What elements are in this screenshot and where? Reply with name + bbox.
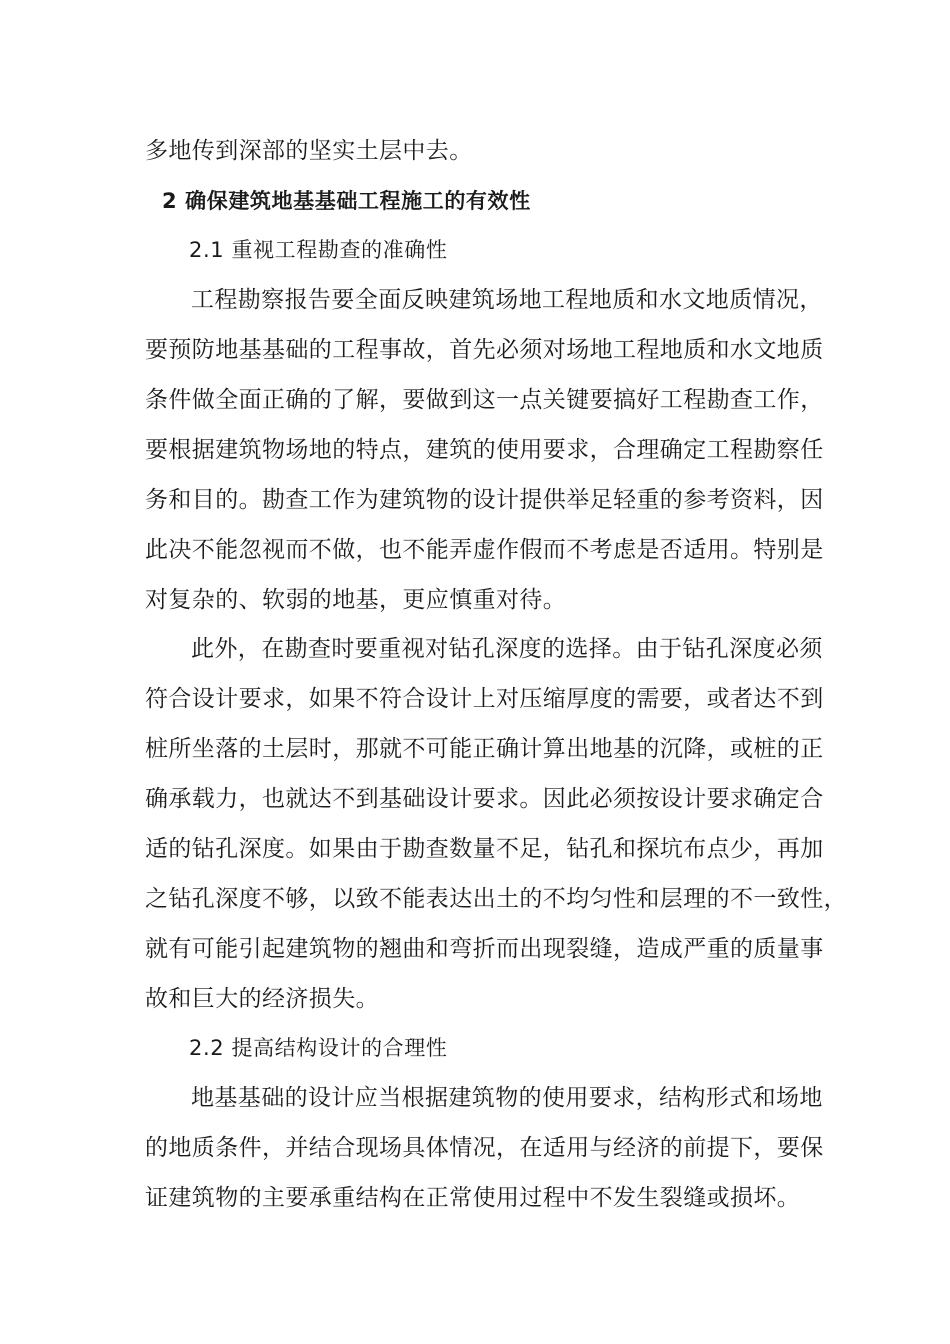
paragraph-line: 条件做全面正确的了解，要做到这一点关键要搞好工程勘查工作，: [145, 387, 824, 413]
paragraph-line: 务和目的。勘查工作为建筑物的设计提供举足轻重的参考资料，因: [145, 487, 824, 513]
paragraph-line: 工程勘察报告要全面反映建筑场地工程地质和水文地质情况，: [191, 287, 823, 313]
paragraph-line: 此外，在勘查时要重视对钻孔深度的选择。由于钻孔深度必须: [191, 636, 823, 662]
paragraph-line: 的地质条件，并结合现场具体情况，在适用与经济的前提下，要保: [145, 1135, 824, 1161]
section-heading: 2 确保建筑地基基础工程施工的有效性: [162, 189, 531, 213]
subsection-heading-2-1: 2.1 重视工程勘查的准确性: [189, 238, 448, 262]
paragraph-line: 要根据建筑物场地的特点，建筑的使用要求，合理确定工程勘察任: [145, 437, 824, 463]
paragraph-line: 故和巨大的经济损失。: [145, 986, 379, 1012]
paragraph-line: 桩所坐落的土层时，那就不可能正确计算出地基的沉降，或桩的正: [145, 736, 824, 762]
paragraph-line: 确承载力，也就达不到基础设计要求。因此必须按设计要求确定合: [145, 786, 824, 812]
paragraph-line: 要预防地基基础的工程事故，首先必须对场地工程地质和水文地质: [145, 337, 824, 363]
paragraph-line: 之钻孔深度不够，以致不能表达出土的不均匀性和层理的不一致性，: [145, 886, 847, 912]
paragraph-line: 对复杂的、软弱的地基，更应慎重对待。: [145, 587, 567, 613]
paragraph-line: 适的钻孔深度。如果由于勘查数量不足，钻孔和探坑布点少，再加: [145, 836, 824, 862]
paragraph-line: 此决不能忽视而不做，也不能弄虚作假而不考虑是否适用。特别是: [145, 537, 824, 563]
paragraph-line: 就有可能引起建筑物的翘曲和弯折而出现裂缝，造成严重的质量事: [145, 936, 824, 962]
paragraph-line: 多地传到深部的坚实土层中去。: [145, 138, 473, 164]
paragraph-line: 地基基础的设计应当根据建筑物的使用要求，结构形式和场地: [191, 1085, 823, 1111]
paragraph-line: 符合设计要求，如果不符合设计上对压缩厚度的需要，或者达不到: [145, 686, 824, 712]
subsection-heading-2-2: 2.2 提高结构设计的合理性: [189, 1036, 448, 1060]
paragraph-line: 证建筑物的主要承重结构在正常使用过程中不发生裂缝或损坏。: [145, 1185, 801, 1211]
